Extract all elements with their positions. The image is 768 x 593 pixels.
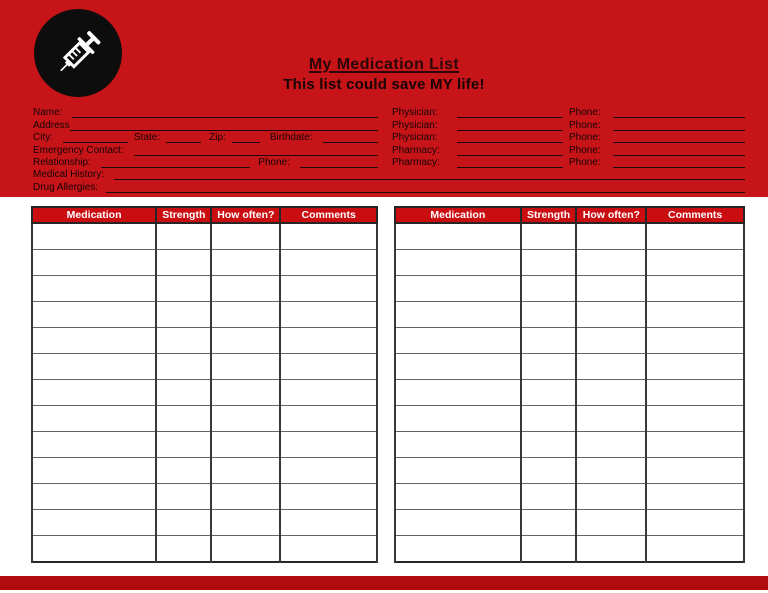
empty-cell — [156, 328, 211, 354]
empty-cell — [280, 432, 377, 458]
phone-field-line — [613, 132, 745, 143]
empty-cell — [395, 380, 521, 406]
zip-label: Zip: — [209, 132, 226, 144]
empty-cell — [576, 380, 646, 406]
medical-history-field-line — [114, 169, 745, 180]
pharmacy-field-line — [457, 145, 563, 156]
empty-cell — [646, 250, 744, 276]
empty-cell — [280, 510, 377, 536]
table-header-row — [395, 207, 744, 223]
table-row — [395, 328, 744, 354]
empty-cell — [32, 458, 156, 484]
phone-label: Phone: — [569, 132, 601, 144]
table-row — [395, 510, 744, 536]
empty-cell — [395, 536, 521, 563]
column-header-strength: Strength — [521, 207, 577, 223]
empty-cell — [211, 223, 280, 250]
empty-cell — [280, 223, 377, 250]
table-row — [32, 484, 377, 510]
empty-cell — [156, 354, 211, 380]
empty-cell — [156, 380, 211, 406]
empty-cell — [156, 536, 211, 563]
name-field-line — [72, 107, 378, 118]
page-title: My Medication List — [308, 56, 460, 73]
empty-cell — [32, 223, 156, 250]
address-label: Address — [33, 119, 70, 131]
empty-cell — [32, 484, 156, 510]
empty-cell — [576, 406, 646, 432]
empty-cell — [646, 510, 744, 536]
table-row — [32, 536, 377, 563]
empty-cell — [521, 276, 577, 302]
empty-cell — [32, 432, 156, 458]
physician-field-line — [457, 120, 563, 131]
empty-cell — [395, 276, 521, 302]
empty-cell — [211, 328, 280, 354]
column-header-strength: Strength — [156, 207, 211, 223]
table-row — [395, 458, 744, 484]
table-row — [32, 354, 377, 380]
empty-cell — [32, 406, 156, 432]
empty-cell — [32, 354, 156, 380]
empty-cell — [521, 484, 577, 510]
phone-label: Phone: — [569, 144, 601, 156]
physician-label: Physician: — [392, 119, 438, 131]
empty-cell — [395, 302, 521, 328]
empty-cell — [156, 432, 211, 458]
empty-cell — [521, 536, 577, 563]
empty-cell — [32, 302, 156, 328]
column-header-comments: Comments — [280, 207, 377, 223]
empty-cell — [576, 458, 646, 484]
empty-cell — [576, 432, 646, 458]
empty-cell — [646, 458, 744, 484]
empty-cell — [211, 536, 280, 563]
empty-cell — [211, 458, 280, 484]
birthdate-label: Birthdate: — [269, 132, 313, 144]
empty-cell — [211, 380, 280, 406]
pharmacy-label: Pharmacy: — [392, 144, 440, 156]
empty-cell — [646, 302, 744, 328]
empty-cell — [211, 354, 280, 380]
empty-cell — [211, 484, 280, 510]
empty-cell — [211, 510, 280, 536]
empty-cell — [395, 484, 521, 510]
empty-cell — [521, 380, 577, 406]
empty-cell — [280, 250, 377, 276]
empty-cell — [280, 276, 377, 302]
table-row — [32, 432, 377, 458]
pharmacy-label: Pharmacy: — [392, 156, 440, 168]
form-row-5 — [33, 156, 745, 168]
table-row — [32, 223, 377, 250]
header-banner — [0, 0, 768, 197]
table-row — [32, 250, 377, 276]
empty-cell — [576, 276, 646, 302]
empty-cell — [576, 536, 646, 563]
phone-field-line — [300, 157, 378, 168]
state-field-line — [166, 132, 201, 143]
table-row — [32, 302, 377, 328]
phone-label: Phone: — [569, 156, 601, 168]
column-header-medication: Medication — [395, 207, 521, 223]
empty-cell — [646, 406, 744, 432]
empty-cell — [576, 302, 646, 328]
empty-cell — [280, 328, 377, 354]
table-row — [32, 510, 377, 536]
empty-cell — [156, 223, 211, 250]
contact-form — [33, 106, 745, 193]
empty-cell — [156, 484, 211, 510]
phone-field-line — [613, 107, 745, 118]
city-label: City: — [33, 132, 53, 144]
physician-label: Physician: — [392, 107, 438, 119]
empty-cell — [32, 250, 156, 276]
medication-tables — [31, 206, 745, 563]
drug-allergies-field-line — [106, 182, 745, 193]
empty-cell — [280, 406, 377, 432]
table-row — [395, 250, 744, 276]
empty-cell — [521, 510, 577, 536]
empty-cell — [156, 406, 211, 432]
empty-cell — [395, 458, 521, 484]
emergency-contact-label: Emergency Contact: — [33, 144, 124, 156]
empty-cell — [646, 328, 744, 354]
relationship-field-line — [101, 157, 250, 168]
form-row-1 — [33, 106, 745, 118]
title-block — [0, 56, 768, 93]
empty-cell — [576, 223, 646, 250]
table-row — [32, 380, 377, 406]
form-row-6 — [33, 168, 745, 180]
table-row — [395, 380, 744, 406]
pharmacy-field-line — [457, 157, 563, 168]
empty-cell — [395, 510, 521, 536]
empty-cell — [576, 510, 646, 536]
empty-cell — [280, 380, 377, 406]
empty-cell — [156, 458, 211, 484]
phone-label: Phone: — [258, 156, 290, 168]
empty-cell — [156, 250, 211, 276]
form-row-7 — [33, 180, 745, 192]
page-subtitle: This list could save MY life! — [283, 76, 485, 93]
phone-field-line — [613, 120, 745, 131]
table-row — [395, 406, 744, 432]
empty-cell — [395, 250, 521, 276]
empty-cell — [395, 432, 521, 458]
physician-field-line — [457, 132, 563, 143]
column-header-medication: Medication — [32, 207, 156, 223]
empty-cell — [211, 276, 280, 302]
table-row — [395, 302, 744, 328]
empty-cell — [521, 302, 577, 328]
form-row-2 — [33, 118, 745, 130]
empty-cell — [395, 328, 521, 354]
empty-cell — [521, 250, 577, 276]
emergency-contact-field-line — [134, 145, 378, 156]
empty-cell — [646, 536, 744, 563]
empty-cell — [156, 276, 211, 302]
empty-cell — [646, 484, 744, 510]
empty-cell — [211, 432, 280, 458]
empty-cell — [576, 250, 646, 276]
city-field-line — [63, 132, 128, 143]
empty-cell — [521, 223, 577, 250]
table-row — [395, 276, 744, 302]
column-header-how-often: How often? — [211, 207, 280, 223]
footer-bar — [0, 576, 768, 590]
medication-table-left — [31, 206, 378, 563]
phone-label: Phone: — [569, 107, 601, 119]
table-row — [395, 223, 744, 250]
empty-cell — [32, 328, 156, 354]
empty-cell — [646, 380, 744, 406]
empty-cell — [280, 484, 377, 510]
empty-cell — [32, 536, 156, 563]
empty-cell — [280, 458, 377, 484]
empty-cell — [521, 406, 577, 432]
phone-field-line — [613, 145, 745, 156]
empty-cell — [521, 432, 577, 458]
table-row — [395, 432, 744, 458]
form-row-3 — [33, 131, 745, 143]
medication-table-right — [394, 206, 745, 563]
phone-label: Phone: — [569, 119, 601, 131]
empty-cell — [280, 354, 377, 380]
empty-cell — [521, 354, 577, 380]
name-label: Name: — [33, 107, 63, 119]
empty-cell — [521, 328, 577, 354]
empty-cell — [280, 302, 377, 328]
empty-cell — [156, 510, 211, 536]
empty-cell — [211, 302, 280, 328]
form-row-4 — [33, 143, 745, 155]
table-row — [32, 458, 377, 484]
drug-allergies-label: Drug Allergies: — [33, 181, 99, 193]
empty-cell — [646, 354, 744, 380]
empty-cell — [646, 276, 744, 302]
table-row — [32, 328, 377, 354]
empty-cell — [395, 354, 521, 380]
table-row — [395, 354, 744, 380]
empty-cell — [280, 536, 377, 563]
table-row — [32, 406, 377, 432]
empty-cell — [32, 510, 156, 536]
relationship-label: Relationship: — [33, 156, 91, 168]
empty-cell — [395, 223, 521, 250]
empty-cell — [646, 432, 744, 458]
empty-cell — [576, 328, 646, 354]
empty-cell — [211, 250, 280, 276]
empty-cell — [646, 223, 744, 250]
empty-cell — [211, 406, 280, 432]
empty-cell — [576, 484, 646, 510]
medical-history-label: Medical History: — [33, 169, 105, 181]
state-label: State: — [134, 132, 161, 144]
zip-field-line — [232, 132, 260, 143]
table-row — [395, 536, 744, 563]
empty-cell — [576, 354, 646, 380]
address-field-line — [70, 120, 378, 131]
column-header-comments: Comments — [646, 207, 744, 223]
physician-label: Physician: — [392, 132, 438, 144]
column-header-how-often: How often? — [576, 207, 646, 223]
table-header-row — [32, 207, 377, 223]
phone-field-line — [613, 157, 745, 168]
empty-cell — [395, 406, 521, 432]
birthdate-field-line — [323, 132, 378, 143]
table-row — [32, 276, 377, 302]
empty-cell — [156, 302, 211, 328]
empty-cell — [521, 458, 577, 484]
empty-cell — [32, 276, 156, 302]
table-row — [395, 484, 744, 510]
physician-field-line — [457, 107, 563, 118]
empty-cell — [32, 380, 156, 406]
